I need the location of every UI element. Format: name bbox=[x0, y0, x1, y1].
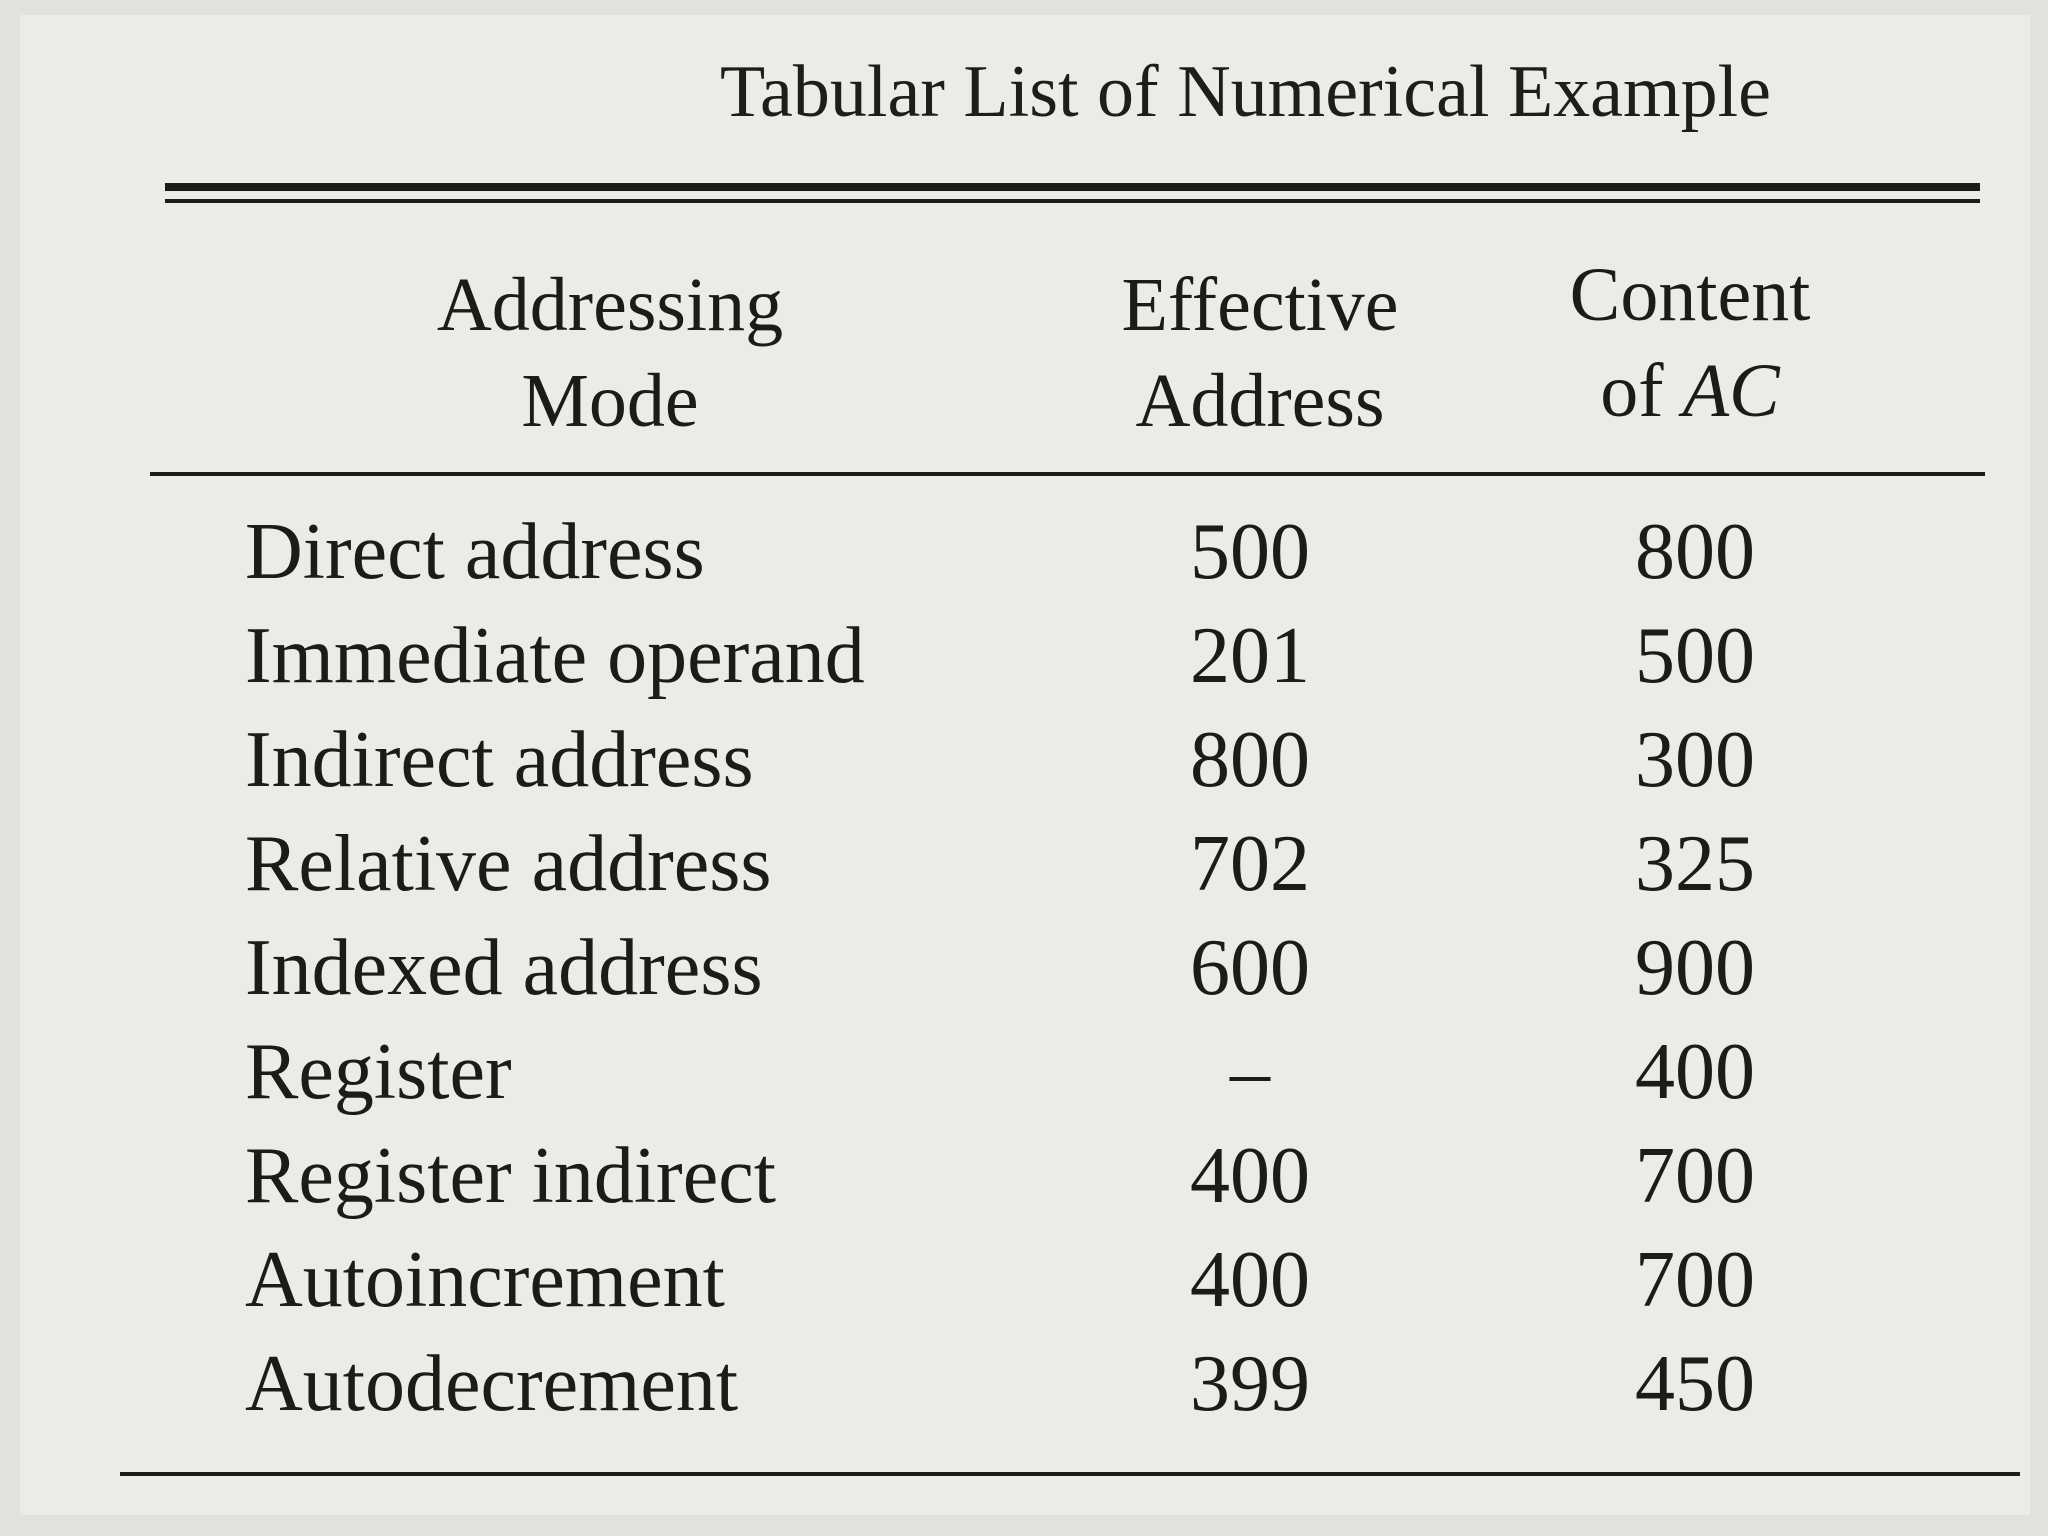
header-line: Addressing bbox=[436, 263, 784, 347]
cell-addressing-mode: Indexed address bbox=[245, 924, 763, 1012]
header-line-text: of bbox=[1600, 349, 1683, 433]
cell-effective-address: 600 bbox=[1190, 924, 1310, 1012]
header-ac-italic: AC bbox=[1682, 349, 1780, 433]
page bbox=[20, 15, 2030, 1515]
cell-content-of-ac: 800 bbox=[1635, 508, 1755, 596]
cell-addressing-mode: Register indirect bbox=[245, 1132, 776, 1220]
table-title: Tabular List of Numerical Example bbox=[720, 51, 1771, 133]
table-row bbox=[20, 604, 2030, 708]
table-row bbox=[20, 916, 2030, 1020]
cell-addressing-mode: Autoincrement bbox=[245, 1236, 725, 1324]
cell-addressing-mode: Register bbox=[245, 1028, 512, 1116]
cell-effective-address: 702 bbox=[1190, 820, 1310, 908]
header-effective-address bbox=[1060, 257, 1460, 449]
cell-addressing-mode: Indirect address bbox=[245, 716, 754, 804]
cell-content-of-ac: 900 bbox=[1635, 924, 1755, 1012]
cell-content-of-ac: 300 bbox=[1635, 716, 1755, 804]
cell-effective-address: 201 bbox=[1190, 612, 1310, 700]
table-body bbox=[20, 500, 2030, 1436]
table-row bbox=[20, 1020, 2030, 1124]
header-line: Content bbox=[1569, 253, 1811, 337]
cell-effective-address: 800 bbox=[1190, 716, 1310, 804]
top-rule-thick bbox=[165, 183, 1980, 191]
cell-effective-address: 500 bbox=[1190, 508, 1310, 596]
bottom-rule bbox=[120, 1472, 2020, 1476]
cell-addressing-mode: Direct address bbox=[245, 508, 705, 596]
cell-effective-address: 400 bbox=[1190, 1132, 1310, 1220]
table-row bbox=[20, 1124, 2030, 1228]
table-row bbox=[20, 500, 2030, 604]
cell-effective-address: – bbox=[1230, 1028, 1270, 1116]
cell-addressing-mode: Autodecrement bbox=[245, 1340, 739, 1428]
cell-content-of-ac: 450 bbox=[1635, 1340, 1755, 1428]
cell-content-of-ac: 325 bbox=[1635, 820, 1755, 908]
header-addressing-mode bbox=[360, 257, 860, 449]
cell-addressing-mode: Relative address bbox=[245, 820, 772, 908]
header-line: Address bbox=[1135, 359, 1385, 443]
header-rule bbox=[150, 472, 1985, 476]
header-line bbox=[1490, 343, 1890, 439]
cell-effective-address: 400 bbox=[1190, 1236, 1310, 1324]
table-row bbox=[20, 708, 2030, 812]
cell-content-of-ac: 700 bbox=[1635, 1236, 1755, 1324]
cell-addressing-mode: Immediate operand bbox=[245, 612, 865, 700]
cell-content-of-ac: 400 bbox=[1635, 1028, 1755, 1116]
header-line: Effective bbox=[1121, 263, 1399, 347]
table-row bbox=[20, 1228, 2030, 1332]
table-row bbox=[20, 1332, 2030, 1436]
header-content-of-ac bbox=[1490, 247, 1890, 439]
table-row bbox=[20, 812, 2030, 916]
cell-content-of-ac: 500 bbox=[1635, 612, 1755, 700]
header-line: Mode bbox=[521, 359, 699, 443]
cell-effective-address: 399 bbox=[1190, 1340, 1310, 1428]
top-rule-thin bbox=[165, 199, 1980, 203]
cell-content-of-ac: 700 bbox=[1635, 1132, 1755, 1220]
